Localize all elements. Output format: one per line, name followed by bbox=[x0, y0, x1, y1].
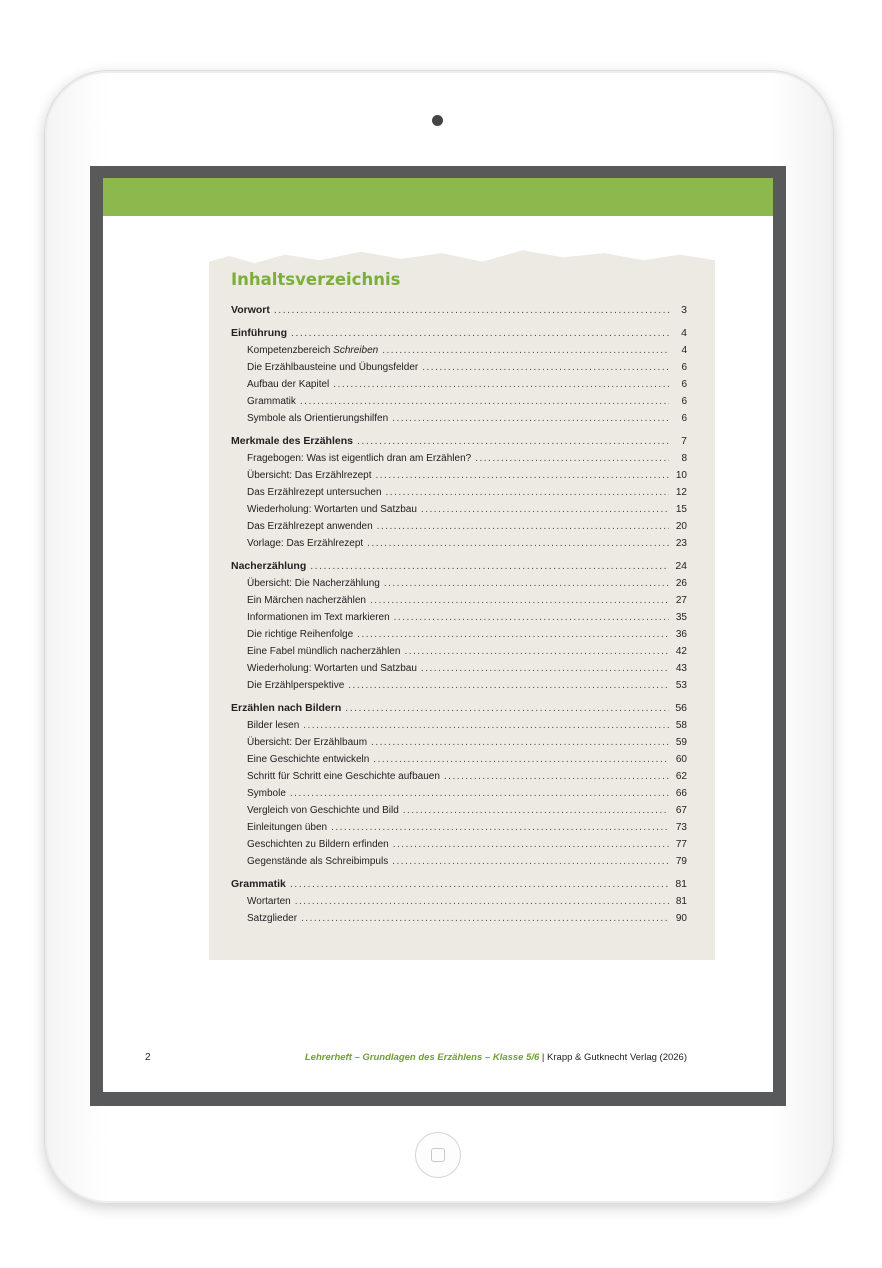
toc-entry[interactable] bbox=[231, 751, 687, 768]
toc-entry-label: Wiederholung: Wortarten und Satzbau bbox=[247, 663, 417, 674]
footer-credit bbox=[305, 1052, 687, 1063]
toc-entry[interactable] bbox=[231, 910, 687, 927]
toc-entry-label: Geschichten zu Bildern erfinden bbox=[247, 839, 389, 850]
toc-entry[interactable] bbox=[231, 609, 687, 626]
toc-leader bbox=[301, 910, 669, 927]
toc-title: Inhaltsverzeichnis bbox=[231, 270, 401, 289]
toc-section[interactable] bbox=[231, 876, 687, 893]
toc-leader bbox=[300, 393, 669, 410]
toc-leader bbox=[331, 819, 669, 836]
toc-entry[interactable] bbox=[231, 802, 687, 819]
toc-leader bbox=[370, 592, 669, 609]
toc-entry[interactable] bbox=[231, 342, 687, 359]
toc-page-number: 67 bbox=[675, 805, 687, 816]
toc-section-label: Nacherzählung bbox=[231, 560, 307, 572]
toc-leader bbox=[345, 700, 669, 717]
toc-leader bbox=[422, 359, 669, 376]
toc-section-label: Merkmale des Erzählens bbox=[231, 435, 353, 447]
toc-leader bbox=[303, 717, 669, 734]
toc-entry[interactable] bbox=[231, 484, 687, 501]
toc-leader bbox=[371, 734, 669, 751]
toc-leader bbox=[291, 325, 669, 342]
toc-entry-label: Einleitungen üben bbox=[247, 822, 328, 833]
toc-page-number: 20 bbox=[675, 521, 687, 532]
toc-entry-label: Das Erzählrezept anwenden bbox=[247, 521, 373, 532]
toc-leader bbox=[290, 785, 669, 802]
toc-entry-label: Wortarten bbox=[247, 896, 291, 907]
toc-leader bbox=[393, 836, 669, 853]
toc-leader bbox=[421, 501, 669, 518]
toc-leader bbox=[386, 484, 669, 501]
toc-entry[interactable] bbox=[231, 768, 687, 785]
toc-page-number: 6 bbox=[681, 379, 687, 390]
toc-page-number: 12 bbox=[675, 487, 687, 498]
toc-page-number: 7 bbox=[681, 435, 687, 447]
toc-entry[interactable] bbox=[231, 410, 687, 427]
toc-leader bbox=[357, 626, 669, 643]
toc-entry-label: Das Erzählrezept untersuchen bbox=[247, 487, 382, 498]
toc-entry-label: Symbole bbox=[247, 788, 286, 799]
toc-section-label: Vorwort bbox=[231, 304, 270, 316]
page-number: 2 bbox=[145, 1052, 151, 1063]
toc-entry[interactable] bbox=[231, 359, 687, 376]
toc-entry[interactable] bbox=[231, 501, 687, 518]
header-bar bbox=[103, 178, 773, 216]
toc-page-number: 90 bbox=[675, 913, 687, 924]
toc-leader bbox=[376, 467, 670, 484]
camera-icon bbox=[432, 115, 443, 126]
toc-leader bbox=[392, 410, 669, 427]
toc-list bbox=[231, 302, 687, 927]
toc-entry[interactable] bbox=[231, 376, 687, 393]
toc-section-label: Einführung bbox=[231, 327, 287, 339]
toc-entry-label-italic: Schreiben bbox=[333, 345, 379, 356]
toc-leader bbox=[421, 660, 669, 677]
toc-entry-label: Eine Geschichte entwickeln bbox=[247, 754, 370, 765]
toc-entry-label: Satzglieder bbox=[247, 913, 298, 924]
toc-page-number: 4 bbox=[681, 345, 687, 356]
toc-page-number: 24 bbox=[675, 560, 687, 572]
toc-entry-label: Symbole als Orientierungshilfen bbox=[247, 413, 389, 424]
toc-page-number: 62 bbox=[675, 771, 687, 782]
toc-page-number: 35 bbox=[675, 612, 687, 623]
toc-entry[interactable] bbox=[231, 717, 687, 734]
toc-entry-label: Aufbau der Kapitel bbox=[247, 379, 330, 390]
toc-page-number: 56 bbox=[675, 702, 687, 714]
toc-entry-label: Vorlage: Das Erzählrezept bbox=[247, 538, 364, 549]
toc-section[interactable] bbox=[231, 433, 687, 450]
toc-entry[interactable] bbox=[231, 450, 687, 467]
toc-entry-label: Vergleich von Geschichte und Bild bbox=[247, 805, 399, 816]
toc-leader bbox=[310, 558, 669, 575]
toc-leader bbox=[290, 876, 669, 893]
toc-page-number: 53 bbox=[675, 680, 687, 691]
toc-leader bbox=[373, 751, 669, 768]
toc-entry-label: Eine Fabel mündlich nacherzählen bbox=[247, 646, 401, 657]
toc-entry[interactable] bbox=[231, 518, 687, 535]
toc-entry-label: Informationen im Text markieren bbox=[247, 612, 390, 623]
toc-entry-label: Übersicht: Das Erzählrezept bbox=[247, 470, 372, 481]
toc-page-number: 59 bbox=[675, 737, 687, 748]
toc-entry[interactable] bbox=[231, 592, 687, 609]
toc-entry-label: Übersicht: Die Nacherzählung bbox=[247, 578, 380, 589]
toc-entry[interactable] bbox=[231, 853, 687, 870]
toc-leader bbox=[475, 450, 669, 467]
toc-page-number: 10 bbox=[675, 470, 687, 481]
toc-leader bbox=[333, 376, 669, 393]
toc-page-number: 4 bbox=[681, 327, 687, 339]
toc-page-number: 60 bbox=[675, 754, 687, 765]
toc-leader bbox=[392, 853, 669, 870]
toc-leader bbox=[403, 802, 669, 819]
toc-page-number: 15 bbox=[675, 504, 687, 515]
toc-leader bbox=[348, 677, 669, 694]
toc-page-number: 81 bbox=[675, 896, 687, 907]
toc-entry[interactable] bbox=[231, 393, 687, 410]
toc-entry-label: Die Erzählbausteine und Übungsfelder bbox=[247, 362, 419, 373]
toc-page-number: 27 bbox=[675, 595, 687, 606]
toc-page-number: 43 bbox=[675, 663, 687, 674]
home-square-icon bbox=[431, 1148, 445, 1162]
toc-leader bbox=[404, 643, 669, 660]
toc-page-number: 79 bbox=[675, 856, 687, 867]
toc-page-number: 6 bbox=[681, 413, 687, 424]
toc-entry[interactable] bbox=[231, 677, 687, 694]
toc-section-label: Grammatik bbox=[231, 878, 286, 890]
toc-page-number: 42 bbox=[675, 646, 687, 657]
toc-entry-label: Die Erzählperspektive bbox=[247, 680, 345, 691]
toc-page-number: 26 bbox=[675, 578, 687, 589]
document-page bbox=[103, 178, 773, 1092]
toc-entry[interactable] bbox=[231, 819, 687, 836]
toc-page-number: 23 bbox=[675, 538, 687, 549]
toc-leader bbox=[295, 893, 669, 910]
toc-section[interactable] bbox=[231, 325, 687, 342]
toc-leader bbox=[377, 518, 669, 535]
toc-entry-label: Ein Märchen nacherzählen bbox=[247, 595, 366, 606]
toc-leader bbox=[357, 433, 669, 450]
toc-leader bbox=[444, 768, 669, 785]
toc-page-number: 6 bbox=[681, 396, 687, 407]
toc-page-number: 58 bbox=[675, 720, 687, 731]
toc-entry-label: Kompetenzbereich Schreiben bbox=[247, 345, 379, 356]
toc-leader bbox=[384, 575, 669, 592]
toc-leader bbox=[367, 535, 669, 552]
toc-page-number: 8 bbox=[681, 453, 687, 464]
table-of-contents bbox=[231, 270, 687, 927]
toc-page-number: 36 bbox=[675, 629, 687, 640]
footer-title: Lehrerheft – Grundlagen des Erzählens – Klasse 5/6 bbox=[304, 1052, 540, 1063]
toc-entry-label: Die richtige Reihenfolge bbox=[247, 629, 354, 640]
toc-entry[interactable] bbox=[231, 734, 687, 751]
toc-leader bbox=[394, 609, 669, 626]
toc-section-label: Erzählen nach Bildern bbox=[231, 702, 342, 714]
toc-entry[interactable] bbox=[231, 626, 687, 643]
toc-page-number: 6 bbox=[681, 362, 687, 373]
toc-page-number: 77 bbox=[675, 839, 687, 850]
toc-entry-label: Bilder lesen bbox=[247, 720, 300, 731]
home-button[interactable] bbox=[415, 1132, 461, 1178]
toc-section[interactable] bbox=[231, 700, 687, 717]
toc-entry-label: Fragebogen: Was ist eigentlich dran am Erzählen? bbox=[247, 453, 472, 464]
toc-entry[interactable] bbox=[231, 785, 687, 802]
toc-page-number: 3 bbox=[681, 304, 687, 316]
toc-entry[interactable] bbox=[231, 535, 687, 552]
toc-section[interactable] bbox=[231, 558, 687, 575]
toc-leader bbox=[274, 302, 669, 319]
toc-entry-label: Grammatik bbox=[247, 396, 296, 407]
toc-entry-label: Schritt für Schritt eine Geschichte aufbauen bbox=[247, 771, 440, 782]
toc-entry-label: Wiederholung: Wortarten und Satzbau bbox=[247, 504, 417, 515]
toc-section[interactable] bbox=[231, 302, 687, 319]
toc-entry[interactable] bbox=[231, 467, 687, 484]
toc-entry-label: Gegenstände als Schreibimpuls bbox=[247, 856, 389, 867]
toc-entry[interactable] bbox=[231, 575, 687, 592]
toc-page-number: 66 bbox=[675, 788, 687, 799]
toc-entry[interactable] bbox=[231, 660, 687, 677]
toc-entry[interactable] bbox=[231, 893, 687, 910]
toc-entry[interactable] bbox=[231, 836, 687, 853]
toc-leader bbox=[382, 342, 669, 359]
toc-entry-label: Übersicht: Der Erzählbaum bbox=[247, 737, 368, 748]
toc-page-number: 81 bbox=[675, 878, 687, 890]
footer-publisher: | Krapp & Gutknecht Verlag (2026) bbox=[539, 1052, 687, 1063]
toc-entry[interactable] bbox=[231, 643, 687, 660]
toc-page-number: 73 bbox=[675, 822, 687, 833]
